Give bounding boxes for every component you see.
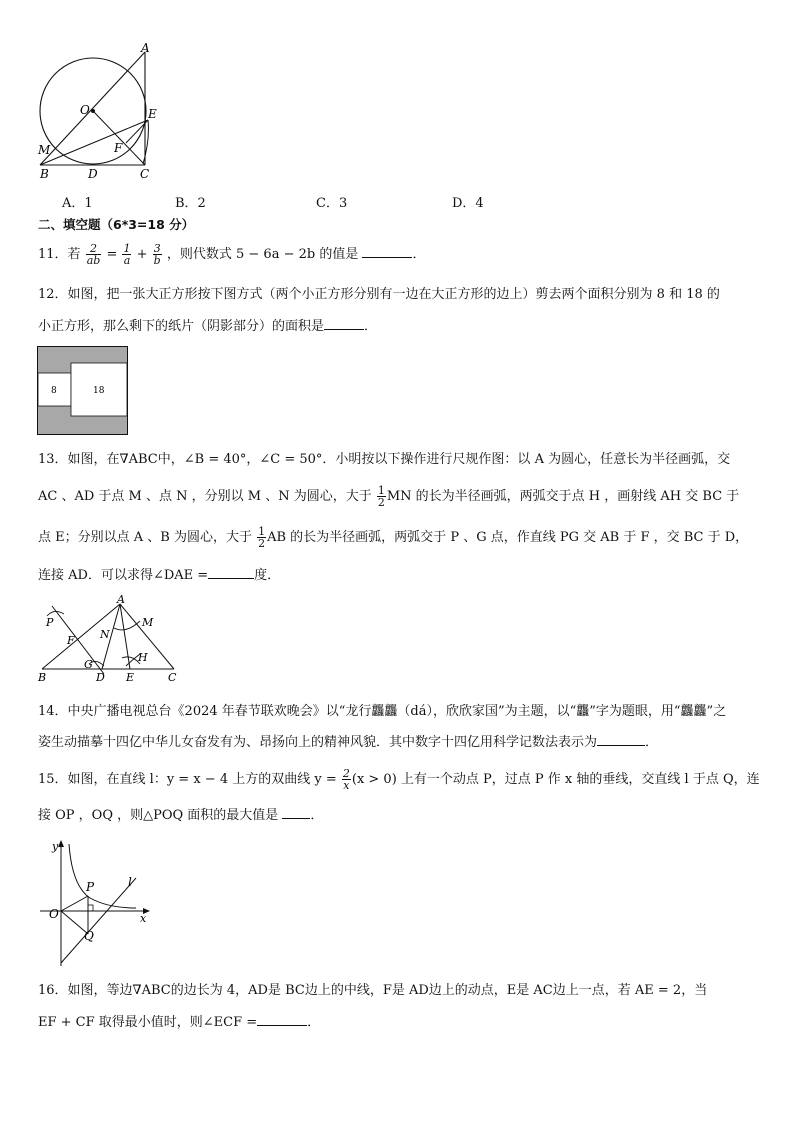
q15-frac: $\frac{2}{x}$ — [342, 767, 350, 792]
question-15-line2 — [38, 805, 323, 825]
q13-line3-rest: AB 的长为半径画弧，两弧交于 P 、G 点，作直线 PG 交 AB 于 F ，交 BC 于 D， — [267, 530, 749, 545]
label-O: O — [80, 103, 90, 117]
small-square-label: 8 — [51, 386, 57, 396]
question-16-line2 — [38, 1012, 320, 1032]
label-C: C — [168, 671, 177, 684]
label-P: P — [46, 616, 54, 629]
option-a: A．1 — [62, 196, 93, 211]
q15-text-rest: (x > 0) 上有一个动点 P，过点 P 作 x 轴的垂线，交直线 l 于点 Q，连 — [351, 772, 760, 787]
label-B: B — [40, 167, 49, 181]
label-F: F — [114, 141, 123, 155]
square-cutout-figure — [37, 346, 129, 436]
q11-plus: + — [136, 247, 148, 262]
label-N: N — [100, 628, 110, 641]
q13-frac-2: $\frac{1}{2}$ — [258, 525, 266, 550]
q15-end: ． — [310, 808, 324, 823]
option-b: B．2 — [175, 196, 206, 211]
label-E: E — [126, 671, 135, 684]
q13-answer-blank[interactable] — [208, 565, 254, 579]
label-M: M — [142, 616, 154, 629]
q11-text: ，则代数式 5 − 6a − 2b 的值是 — [166, 247, 359, 262]
label-y: y — [52, 840, 59, 853]
label-F: F — [67, 634, 75, 647]
large-square-label: 18 — [93, 386, 105, 396]
label-x: x — [140, 912, 147, 925]
label-A: A — [141, 41, 150, 55]
question-12-line1: 12．如图，把一张大正方形按下图方式（两个小正方形分别有一边在大正方形的边上）剪去两个面积分别为 8 和 18 的 — [38, 287, 720, 302]
question-13-line3 — [38, 526, 748, 549]
q11-frac-1: $\frac{2}{ab}$ — [86, 242, 101, 267]
label-P: P — [86, 880, 95, 894]
question-14-line2 — [38, 732, 658, 752]
hyperbola-figure — [36, 838, 154, 968]
q12-answer-blank[interactable] — [324, 316, 364, 330]
label-D: D — [96, 671, 105, 684]
q12-end: ． — [364, 319, 378, 334]
q15-text: 15．如图，在直线 l：y = x − 4 上方的双曲线 y = — [38, 772, 337, 787]
q13-line3-text: 点 E；分别以点 A 、B 为圆心，大于 — [38, 530, 252, 545]
q13-line2-text: AC 、AD 于点 M 、点 N ，分别以 M 、N 为圆心，大于 — [38, 489, 372, 504]
label-M: M — [38, 143, 51, 157]
triangle-construction-figure — [34, 594, 184, 684]
option-c: C．3 — [316, 196, 348, 211]
question-13-line2 — [38, 485, 739, 508]
section-title: 二、填空题（6*3=18 分） — [38, 217, 195, 232]
label-B: B — [38, 671, 47, 684]
question-16-line1: 16．如图，等边∇ABC的边长为 4，AD是 BC边上的中线，F是 AD边上的动点，E是 AC边上一点，若 AE = 2，当 — [38, 983, 708, 998]
q14-end: ． — [645, 735, 659, 750]
label-l: l — [128, 875, 132, 889]
q11-eq: = — [106, 247, 118, 262]
question-13-line1: 13．如图，在∇ABC中，∠B = 40°，∠C = 50°．小明按以下操作进行尺规作图：以 A 为圆心，任意长为半径画弧，交 — [38, 452, 731, 467]
q16-end: ． — [307, 1015, 321, 1030]
q14-answer-blank[interactable] — [597, 732, 645, 746]
q15-answer-blank[interactable] — [282, 805, 310, 819]
q11-frac-2: $\frac{1}{a}$ — [123, 242, 131, 267]
q13-frac-1: $\frac{1}{2}$ — [377, 484, 385, 509]
q11-end: ． — [412, 247, 426, 262]
question-15-line1 — [38, 768, 760, 791]
question-11 — [38, 243, 425, 266]
q13-end: 度． — [254, 568, 281, 583]
label-O: O — [49, 907, 59, 921]
label-D: D — [88, 167, 98, 181]
label-E: E — [148, 107, 157, 121]
q16-text: EF + CF 取得最小值时，则∠ECF = — [38, 1015, 258, 1030]
question-13-line4 — [38, 565, 280, 585]
q11-frac-3: $\frac{3}{b}$ — [153, 242, 161, 267]
q16-answer-blank[interactable] — [257, 1012, 307, 1026]
q13-line2-rest: MN 的长为半径画弧，两弧交于点 H ，画射线 AH 交 BC 于 — [386, 489, 740, 504]
option-d: D．4 — [452, 196, 484, 211]
q11-answer-blank[interactable] — [362, 244, 412, 258]
label-C: C — [140, 167, 150, 181]
q12-text: 小正方形，那么剩下的纸片（阴影部分）的面积是 — [38, 319, 325, 334]
q11-num: 11．若 — [38, 247, 81, 262]
q14-text: 姿生动描摹十四亿中华儿女奋发有为、昂扬向上的精神风貌．其中数字十四亿用科学记数法表示为 — [38, 735, 598, 750]
q15-line2-text: 接 OP ，OQ ，则△POQ 面积的最大值是 — [38, 808, 279, 823]
question-14-line1: 14．中央广播电视总台《2024 年春节联欢晚会》以“龙行龘龘（dá），欣欣家国”为主题，以“龘”字为题眼，用“龘龘”之 — [38, 704, 727, 719]
circle-geometry-figure — [30, 40, 170, 182]
label-Q: Q — [84, 929, 94, 943]
q13-line4-text: 连接 AD．可以求得∠DAE = — [38, 568, 209, 583]
label-A: A — [117, 594, 125, 606]
question-12-line2 — [38, 316, 377, 336]
label-G: G — [84, 658, 93, 671]
label-H: H — [138, 651, 148, 664]
